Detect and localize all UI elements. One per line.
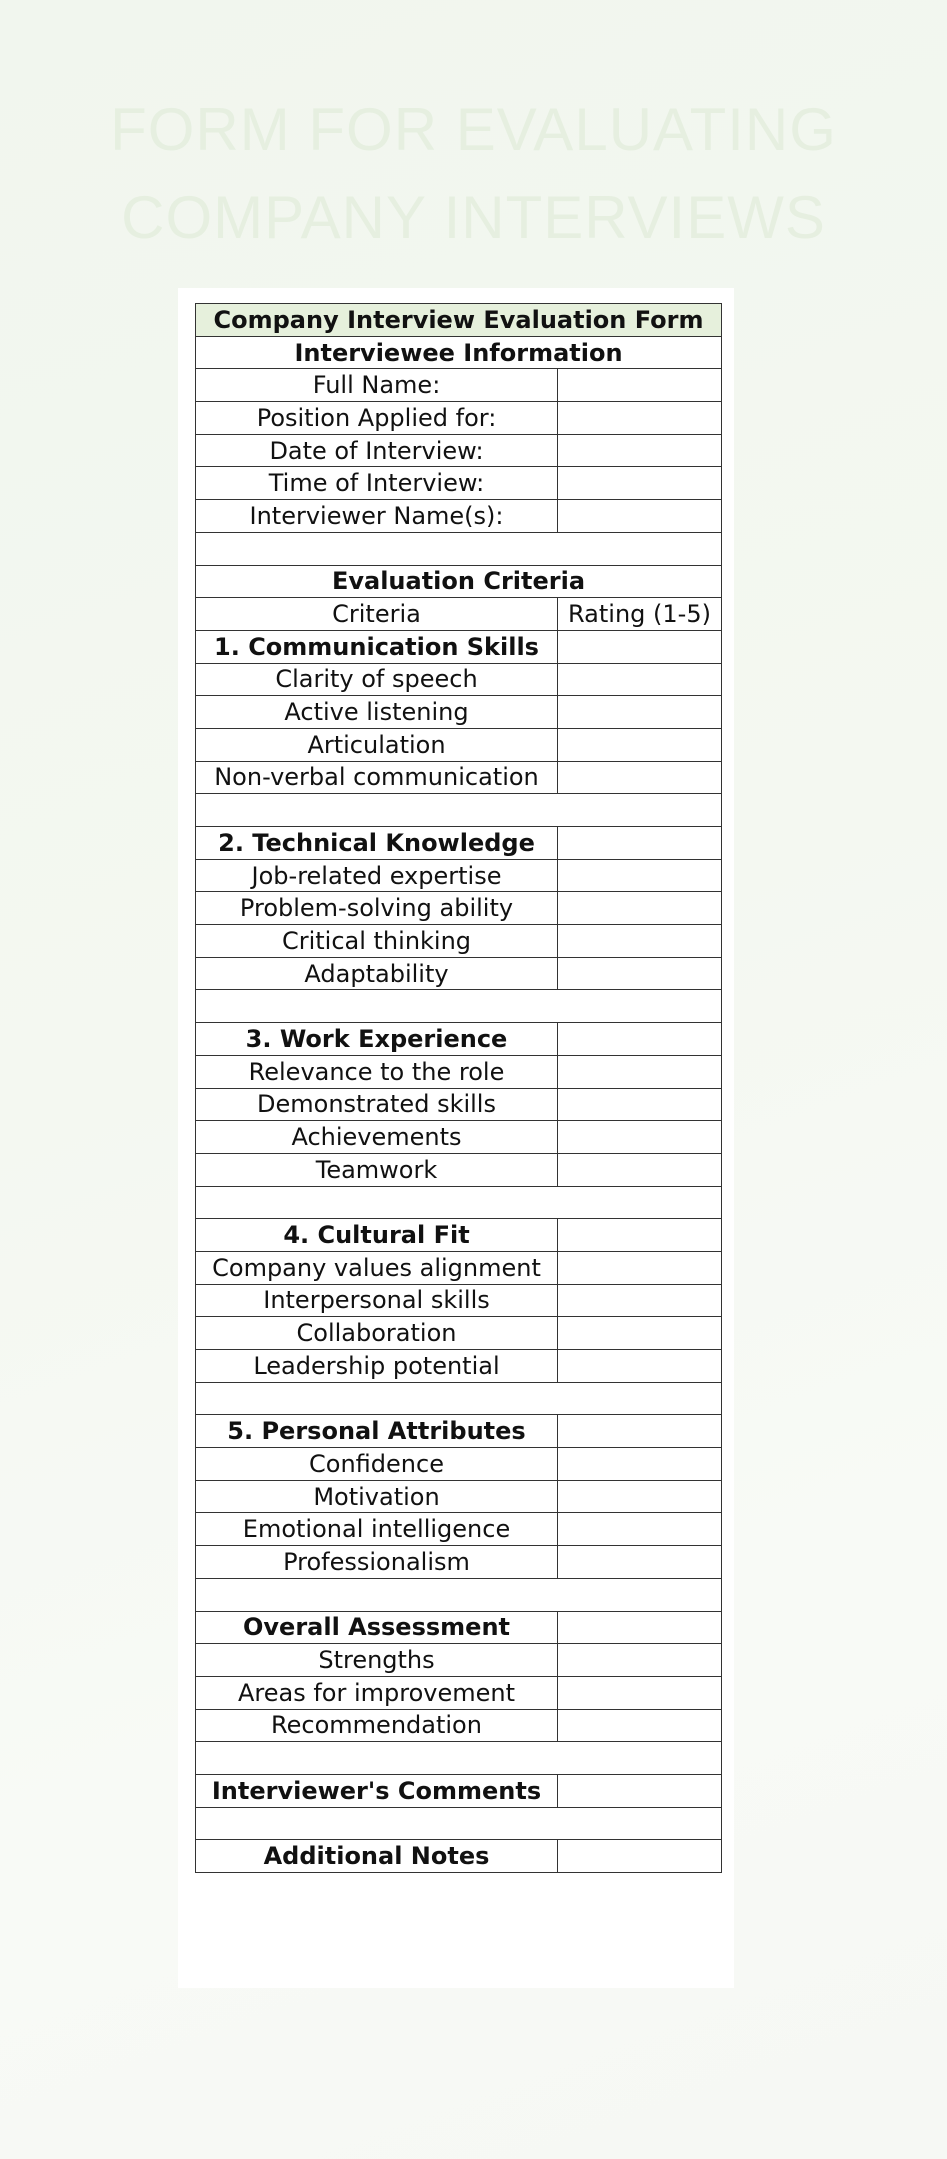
rating-cell[interactable] [558, 1284, 722, 1317]
rating-cell[interactable] [558, 1350, 722, 1383]
field-label: Motivation [196, 1480, 558, 1513]
table-row [196, 859, 722, 892]
table-row [196, 1513, 722, 1546]
blank-row-cell [196, 1742, 722, 1775]
table-row [196, 827, 722, 860]
rating-cell[interactable] [558, 1317, 722, 1350]
field-label: Articulation [196, 728, 558, 761]
table-row [196, 1578, 722, 1611]
rating-cell[interactable] [558, 859, 722, 892]
table-row [196, 1121, 722, 1154]
table-row [196, 663, 722, 696]
table-row [196, 1284, 722, 1317]
table-row [196, 1774, 722, 1807]
table-row [196, 336, 722, 369]
table-row [196, 304, 722, 337]
field-label: Company values alignment [196, 1251, 558, 1284]
rating-cell[interactable] [558, 1023, 722, 1056]
table-row [196, 1448, 722, 1481]
field-label: Achievements [196, 1121, 558, 1154]
field-label: Adaptability [196, 957, 558, 990]
rating-cell[interactable] [558, 827, 722, 860]
field-label: Areas for improvement [196, 1676, 558, 1709]
page-title [0, 86, 947, 262]
field-label: Confidence [196, 1448, 558, 1481]
field-label: Leadership potential [196, 1350, 558, 1383]
table-row [196, 565, 722, 598]
field-label: Job-related expertise [196, 859, 558, 892]
blank-row-cell [196, 532, 722, 565]
field-label: Professionalism [196, 1546, 558, 1579]
rating-cell[interactable] [558, 630, 722, 663]
section-heading: Evaluation Criteria [196, 565, 722, 598]
table-row [196, 925, 722, 958]
criteria-section-label: Additional Notes [196, 1840, 558, 1873]
criteria-section-label: 4. Cultural Fit [196, 1219, 558, 1252]
rating-cell[interactable] [558, 1055, 722, 1088]
blank-row-cell [196, 794, 722, 827]
rating-cell[interactable] [558, 1774, 722, 1807]
criteria-section-label: 2. Technical Knowledge [196, 827, 558, 860]
table-row [196, 892, 722, 925]
table-row [196, 1807, 722, 1840]
rating-cell[interactable] [558, 1121, 722, 1154]
table-row [196, 467, 722, 500]
table-row [196, 1415, 722, 1448]
rating-cell[interactable] [558, 467, 722, 500]
field-label: Problem-solving ability [196, 892, 558, 925]
table-row [196, 598, 722, 631]
field-label: Date of Interview: [196, 434, 558, 467]
field-label: Relevance to the role [196, 1055, 558, 1088]
evaluation-form-table [195, 303, 722, 1873]
field-label: Active listening [196, 696, 558, 729]
table-row [196, 1709, 722, 1742]
rating-cell[interactable] [558, 1415, 722, 1448]
field-label: Non-verbal communication [196, 761, 558, 794]
blank-row-cell [196, 1382, 722, 1415]
rating-cell[interactable] [558, 663, 722, 696]
rating-cell[interactable] [558, 761, 722, 794]
criteria-section-label: 3. Work Experience [196, 1023, 558, 1056]
blank-row-cell [196, 1578, 722, 1611]
table-row [196, 1644, 722, 1677]
table-row [196, 957, 722, 990]
field-label: Clarity of speech [196, 663, 558, 696]
rating-cell: Rating (1-5) [558, 598, 722, 631]
form-body [196, 304, 722, 1873]
table-row [196, 1840, 722, 1873]
table-row [196, 1742, 722, 1775]
table-row [196, 402, 722, 435]
table-row [196, 1546, 722, 1579]
rating-cell[interactable] [558, 1644, 722, 1677]
rating-cell[interactable] [558, 1513, 722, 1546]
table-row [196, 1382, 722, 1415]
field-label: Interviewer Name(s): [196, 500, 558, 533]
rating-cell[interactable] [558, 1840, 722, 1873]
rating-cell[interactable] [558, 925, 722, 958]
table-row [196, 794, 722, 827]
blank-row-cell [196, 1186, 722, 1219]
criteria-section-label: Interviewer's Comments [196, 1774, 558, 1807]
table-row [196, 1480, 722, 1513]
field-label: Emotional intelligence [196, 1513, 558, 1546]
field-label: Critical thinking [196, 925, 558, 958]
rating-cell[interactable] [558, 1448, 722, 1481]
rating-cell[interactable] [558, 1709, 722, 1742]
table-row [196, 696, 722, 729]
table-row [196, 369, 722, 402]
table-row [196, 990, 722, 1023]
table-row [196, 761, 722, 794]
rating-cell[interactable] [558, 696, 722, 729]
field-label: Interpersonal skills [196, 1284, 558, 1317]
field-label: Demonstrated skills [196, 1088, 558, 1121]
table-row [196, 1676, 722, 1709]
page-title-line-2: COMPANY INTERVIEWS [121, 184, 826, 251]
rating-cell[interactable] [558, 402, 722, 435]
rating-cell[interactable] [558, 957, 722, 990]
rating-cell[interactable] [558, 1153, 722, 1186]
table-row [196, 1350, 722, 1383]
table-row [196, 1611, 722, 1644]
rating-cell[interactable] [558, 1251, 722, 1284]
rating-cell[interactable] [558, 892, 722, 925]
field-label: Strengths [196, 1644, 558, 1677]
field-label: Time of Interview: [196, 467, 558, 500]
blank-row-cell [196, 1807, 722, 1840]
table-row [196, 434, 722, 467]
table-row [196, 532, 722, 565]
criteria-section-label: 1. Communication Skills [196, 630, 558, 663]
table-row [196, 728, 722, 761]
field-label: Position Applied for: [196, 402, 558, 435]
rating-cell[interactable] [558, 1088, 722, 1121]
field-label: Teamwork [196, 1153, 558, 1186]
table-row [196, 500, 722, 533]
rating-cell[interactable] [558, 369, 722, 402]
form-header: Company Interview Evaluation Form [196, 304, 722, 337]
rating-cell[interactable] [558, 1611, 722, 1644]
rating-cell[interactable] [558, 728, 722, 761]
criteria-section-label: 5. Personal Attributes [196, 1415, 558, 1448]
field-label: Collaboration [196, 1317, 558, 1350]
table-row [196, 1317, 722, 1350]
table-row [196, 1088, 722, 1121]
table-row [196, 1251, 722, 1284]
section-heading: Interviewee Information [196, 336, 722, 369]
table-row [196, 1023, 722, 1056]
table-row [196, 1055, 722, 1088]
criteria-section-label: Overall Assessment [196, 1611, 558, 1644]
table-row [196, 630, 722, 663]
rating-cell[interactable] [558, 1480, 722, 1513]
field-label: Full Name: [196, 369, 558, 402]
rating-cell[interactable] [558, 1219, 722, 1252]
rating-cell[interactable] [558, 1676, 722, 1709]
table-row [196, 1219, 722, 1252]
table-row [196, 1153, 722, 1186]
rating-cell[interactable] [558, 500, 722, 533]
blank-row-cell [196, 990, 722, 1023]
rating-cell[interactable] [558, 1546, 722, 1579]
table-row [196, 1186, 722, 1219]
rating-cell[interactable] [558, 434, 722, 467]
field-label: Recommendation [196, 1709, 558, 1742]
field-label: Criteria [196, 598, 558, 631]
page-title-line-1: FORM FOR EVALUATING [110, 96, 837, 163]
